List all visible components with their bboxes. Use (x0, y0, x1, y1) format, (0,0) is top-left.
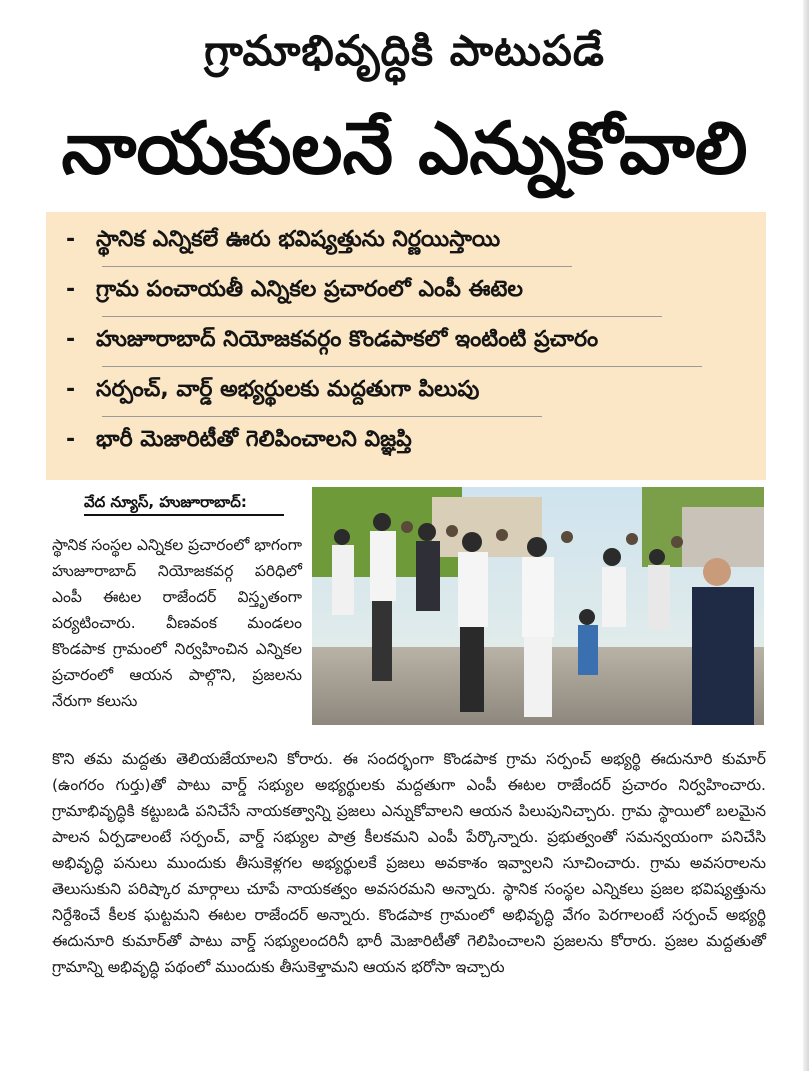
highlight-text: హుజూరాబాద్ నియోజకవర్గం కొండపాకలో ఇంటింటి ప్రచారం (96, 327, 599, 352)
headline-main: నాయకులనే ఎన్నుకోవాలి (61, 106, 748, 190)
article-body-continued: కొని తమ మద్దతు తెలియజేయాలని కోరారు. ఈ సందర్భంగా కొండపాక గ్రామ సర్పంచ్ అభ్యర్థి ఈదునూరి కుమార్ (ఉంగరం గుర్తు)తో పాటు వార్డ్ సభ్యుల అభ్యర్థులకు మద్దతుగా ఎంపీ ఈటల రాజేందర్ ప్రచారం నిర్వహించారు. గ్రామాభివృద్ధికి కట్టుబడి పనిచేసే నాయకత్వాన్ని ప్రజలు ఎన్నుకోవాలని ఆయన పిలుపునిచ్చారు. గ్రామ స్థాయిలో బలమైన పాలన ఏర్పడాలంటే సర్పంచ్, వార్డ్ సభ్యుల పాత్ర కీలకమని ఎంపీ పేర్కొన్నారు. ప్రభుత్వంతో సమన్వయంగా పనిచేసి అభివృద్ధి పనులు ముందుకు తీసుకెళ్లగల అభ్యర్థులకే ప్రజలు అవకాశం ఇవ్వాలని సూచించారు. గ్రామ అవసరాలను తెలుసుకుని పరిష్కార మార్గాలు చూపే నాయకత్వం అవసరమని అన్నారు. స్థానిక సంస్థల ఎన్నికలు ప్రజల భవిష్యత్తును నిర్దేశించే కీలక ఘట్టమని ఈటల రాజేందర్ అన్నారు. కొండపాక గ్రామంలో అభివృద్ధి వేగం పెరగాలంటే సర్పంచ్ అభ్యర్థి ఈదునూరి కుమార్‌తో పాటు వార్డ్ సభ్యులందరినీ భారీ మెజారిటీతో గెలిపించాలని ప్రజలను కోరారు. ప్రజల మద్దతుతో గ్రామాన్ని అభివృద్ధి పథంలో ముందుకు తీసుకెళ్తామని ఆయన భరోసా ఇచ్చారు (52, 750, 766, 976)
highlight-dash: - (66, 227, 76, 252)
highlight-text: గ్రామ పంచాయతీ ఎన్నికల ప్రచారంలో ఎంపీ ఈటెల (96, 277, 524, 302)
headline-kicker: గ్రామాభివృద్ధికి పాటుపడే (204, 26, 605, 75)
highlight-text: స్థానిక ఎన్నికలే ఊరు భవిష్యత్తును నిర్ణయిస్తాయి (96, 227, 501, 252)
article-body-column: స్థానిక సంస్థల ఎన్నికల ప్రచారంలో భాగంగా హుజూరాబాద్ నియోజకవర్గ పరిధిలో ఎంపీ ఈటల రాజేందర్ విస్తృతంగా పర్యటించారు. వీణవంక మండలం కొండపాక గ్రామంలో నిర్వహించిన ఎన్నికల ప్రచారంలో ఆయన పాల్గొని, ప్రజలను నేరుగా కలుసు (52, 536, 302, 710)
highlight-rule (102, 366, 702, 367)
highlight-dash: - (66, 277, 76, 302)
news-photo (312, 487, 764, 725)
highlights-box (46, 212, 766, 480)
highlight-text: భారీ మెజారిటీతో గెలిపించాలని విజ్ఞప్తి (96, 427, 412, 452)
highlight-dash: - (66, 427, 76, 452)
dateline-byline: వేద న్యూస్, హుజూరాబాద్: (84, 491, 284, 516)
highlight-item-5 (66, 420, 756, 468)
highlight-item-4 (66, 370, 756, 418)
highlight-rule (102, 416, 542, 417)
highlight-dash: - (66, 327, 76, 352)
highlight-item-2 (66, 270, 756, 318)
highlight-text: సర్పంచ్, వార్డ్ అభ్యర్థులకు మద్దతుగా పిలుపు (96, 377, 480, 402)
highlight-rule (102, 266, 572, 267)
highlight-item-1 (66, 220, 756, 268)
highlight-dash: - (66, 377, 76, 402)
highlight-item-3 (66, 320, 756, 368)
highlight-rule (102, 316, 662, 317)
